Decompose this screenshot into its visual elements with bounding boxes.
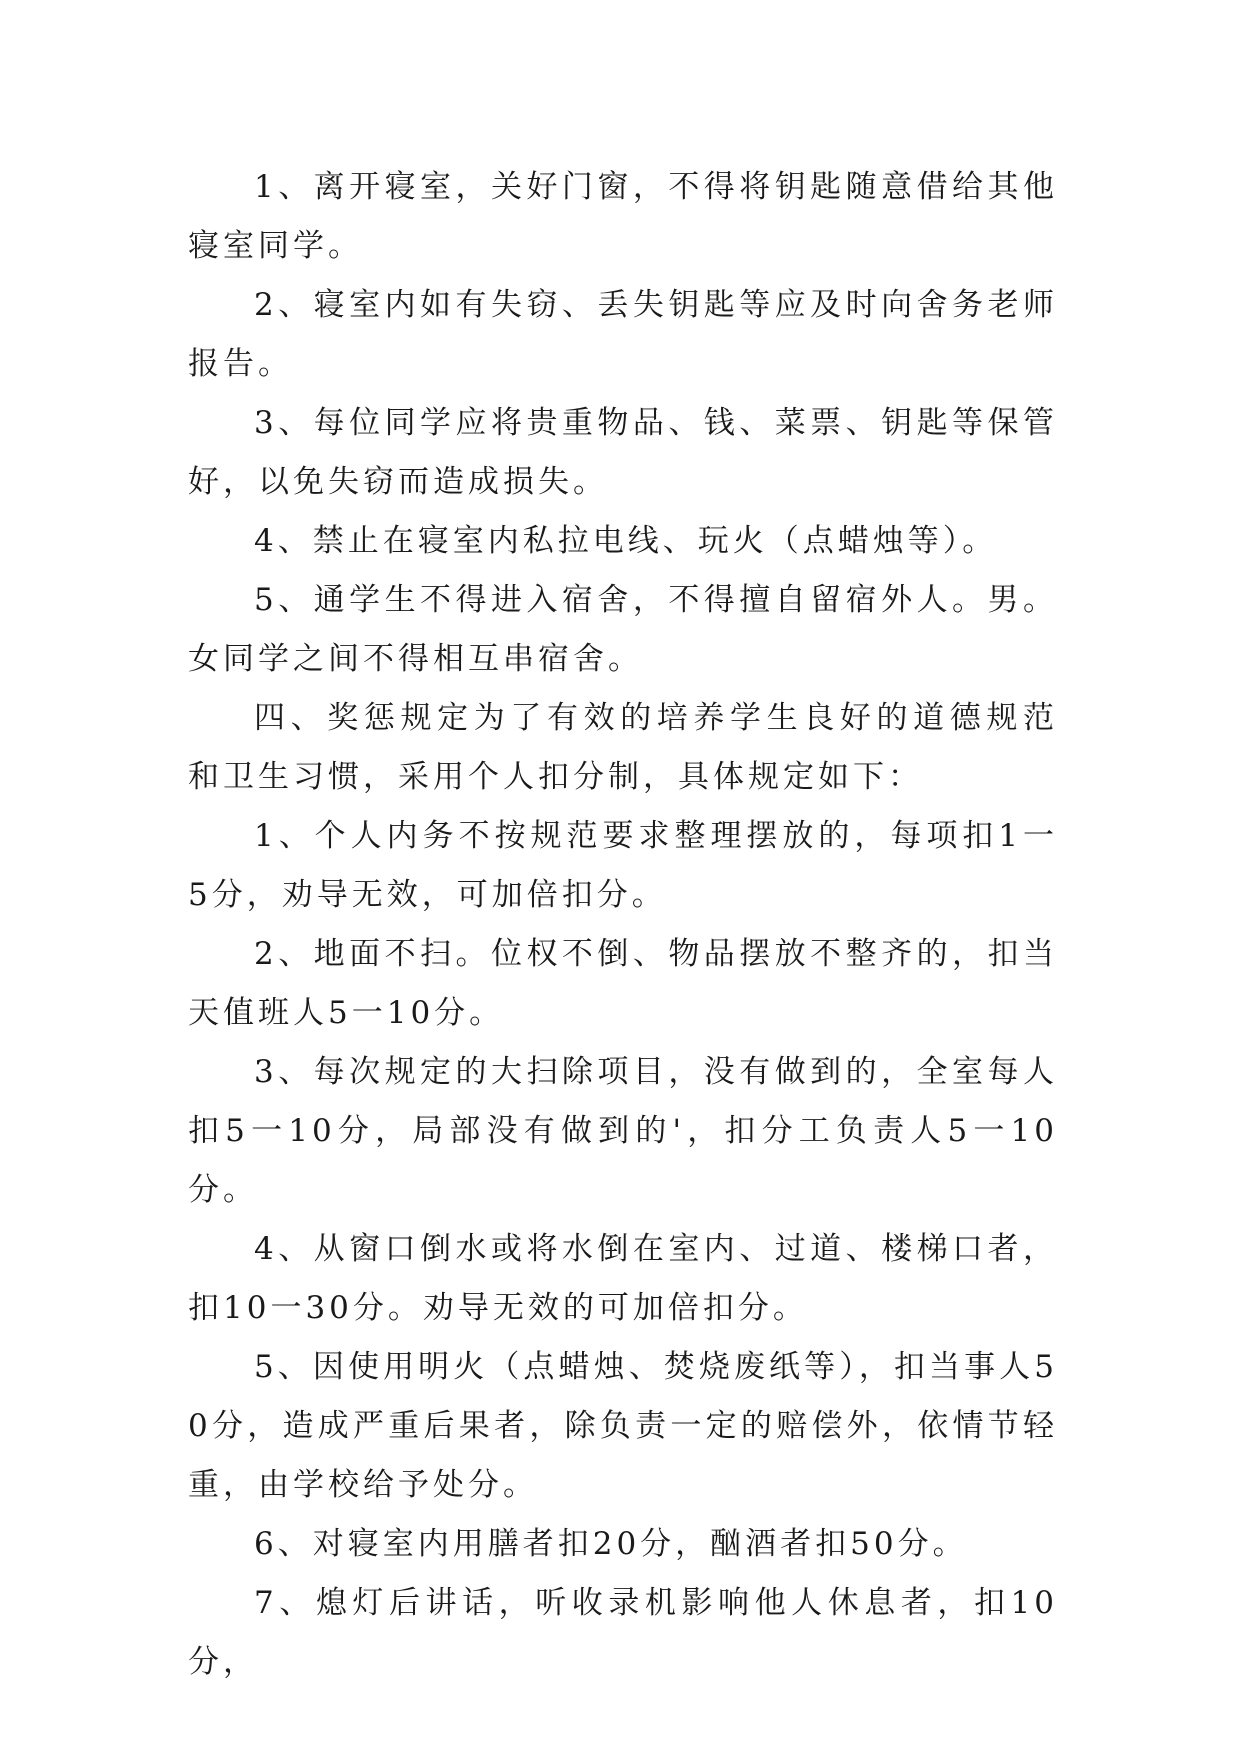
paragraph-rule-1-keys: 1、离开寝室，关好门窗，不得将钥匙随意借给其他寝室同学。 [188, 169, 1058, 264]
paragraph-section-4-heading: 四、奖惩规定为了有效的培养学生良好的道德规范和卫生习惯，采用个人扣分制，具体规定如下： [188, 700, 1058, 795]
paragraph-rule-4-no-fire: 4、禁止在寝室内私拉电线、玩火（点蜡烛等）。 [254, 523, 998, 559]
paragraph-rule-5-visitors: 5、通学生不得进入宿舍，不得擅自留宿外人。男。女同学之间不得相互串宿舍。 [188, 582, 1058, 677]
document-body [188, 158, 1058, 1692]
paragraph-penalty-2: 2、地面不扫。位权不倒、物品摆放不整齐的，扣当天值班人5一10分。 [188, 936, 1058, 1031]
paragraph-penalty-5: 5、因使用明火（点蜡烛、焚烧废纸等），扣当事人50分，造成严重后果者，除负责一定的赔偿外，依情节轻重，由学校给予处分。 [188, 1349, 1058, 1503]
paragraph-rule-2-theft-report: 2、寝室内如有失窃、丢失钥匙等应及时向舍务老师报告。 [188, 287, 1058, 382]
paragraph-penalty-7: 7、熄灯后讲话，听收录机影响他人休息者，扣10分， [188, 1585, 1058, 1680]
paragraph-penalty-1: 1、个人内务不按规范要求整理摆放的，每项扣1一5分，劝导无效，可加倍扣分。 [188, 818, 1058, 913]
paragraph-penalty-4: 4、从窗口倒水或将水倒在室内、过道、楼梯口者，扣10一30分。劝导无效的可加倍扣分。 [188, 1231, 1058, 1326]
paragraph-penalty-6: 6、对寝室内用膳者扣20分，酗酒者扣50分。 [254, 1526, 968, 1562]
paragraph-penalty-3: 3、每次规定的大扫除项目，没有做到的，全室每人扣5一10分，局部没有做到的'，扣分工负责人5一10分。 [188, 1054, 1058, 1208]
paragraph-rule-3-valuables: 3、每位同学应将贵重物品、钱、菜票、钥匙等保管好，以免失窃而造成损失。 [188, 405, 1058, 500]
